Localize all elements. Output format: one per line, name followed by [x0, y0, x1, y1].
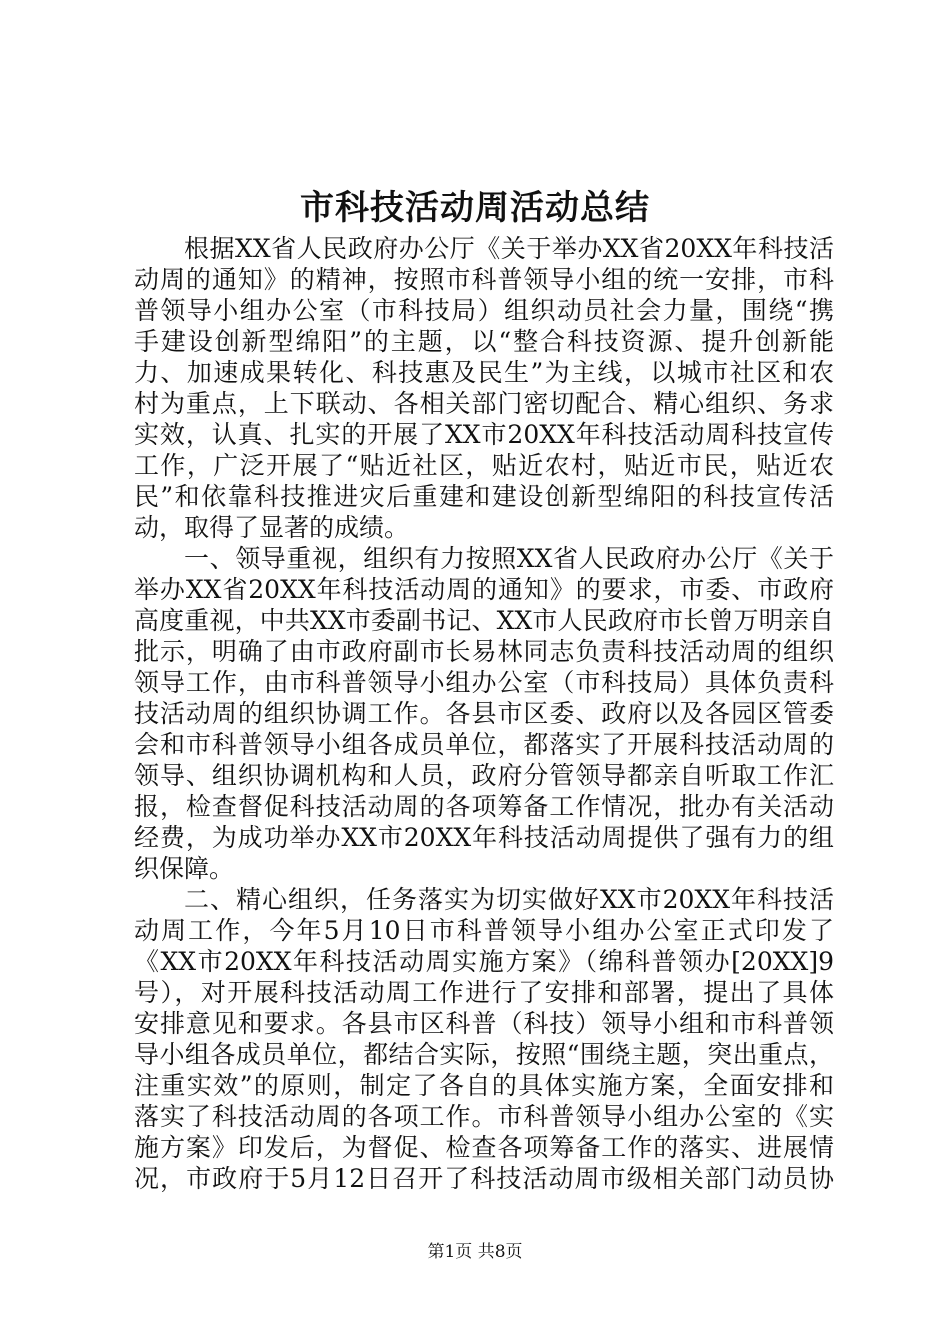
text-line: 民”和依靠科技推进灾后重建和建设创新型绵阳的科技宣传活	[134, 482, 834, 511]
text-line: 二、精心组织，任务落实为切实做好XX市20XX年科技活	[184, 885, 834, 914]
text-line: 一、领导重视，组织有力按照XX省人民政府办公厅《关于	[184, 544, 834, 573]
text-line: 领导、组织协调机构和人员，政府分管领导都亲自听取工作汇	[134, 761, 834, 790]
text-line: 经费，为成功举办XX市20XX年科技活动周提供了强有力的组	[134, 823, 834, 852]
text-line: 工作，广泛开展了“贴近社区，贴近农村，贴近市民，贴近农	[134, 451, 834, 480]
text-line: 动周工作，今年5月10日市科普领导小组办公室正式印发了	[134, 916, 834, 945]
text-line: 况，市政府于5月12日召开了科技活动周市级相关部门动员协	[134, 1164, 834, 1193]
text-line: 举办XX省20XX年科技活动周的通知》的要求，市委、市政府	[134, 575, 834, 604]
text-line: 注重实效”的原则，制定了各自的具体实施方案，全面安排和	[134, 1071, 834, 1100]
text-line: 《XX市20XX年科技活动周实施方案》（绵科普领办[20XX]9	[134, 947, 834, 976]
text-line: 会和市科普领导小组各成员单位，都落实了开展科技活动周的	[134, 730, 834, 759]
text-line: 号），对开展科技活动周工作进行了安排和部署，提出了具体	[134, 978, 834, 1007]
text-line: 根据XX省人民政府办公厅《关于举办XX省20XX年科技活	[184, 234, 834, 263]
text-line: 报，检查督促科技活动周的各项筹备工作情况，批办有关活动	[134, 792, 834, 821]
text-line: 实效，认真、扎实的开展了XX市20XX年科技活动周科技宣传	[134, 420, 834, 449]
text-line: 施方案》印发后，为督促、检查各项筹备工作的落实、进展情	[134, 1133, 834, 1162]
text-line: 技活动周的组织协调工作。各县市区委、政府以及各园区管委	[134, 699, 834, 728]
text-line: 落实了科技活动周的各项工作。市科普领导小组办公室的《实	[134, 1102, 834, 1131]
text-line: 高度重视，中共XX市委副书记、XX市人民政府市长曾万明亲自	[134, 606, 834, 635]
text-line: 领导工作，由市科普领导小组办公室（市科技局）具体负责科	[134, 668, 834, 697]
text-line: 普领导小组办公室（市科技局）组织动员社会力量，围绕“携	[134, 296, 834, 325]
page-number-footer: 第1页 共8页	[427, 1242, 523, 1262]
text-line: 动周的通知》的精神，按照市科普领导小组的统一安排，市科	[134, 265, 834, 294]
text-line: 力、加速成果转化、科技惠及民生”为主线，以城市社区和农	[134, 358, 834, 387]
text-line: 动，取得了显著的成绩。	[134, 513, 410, 542]
text-line: 批示，明确了由市政府副市长易林同志负责科技活动周的组织	[134, 637, 834, 666]
text-line: 村为重点，上下联动、各相关部门密切配合、精心组织、务求	[134, 389, 834, 418]
document-body	[134, 233, 834, 1194]
document-title: 市科技活动周活动总结	[300, 188, 650, 228]
text-line: 导小组各成员单位，都结合实际，按照“围绕主题，突出重点，	[134, 1040, 834, 1069]
text-line: 手建设创新型绵阳”的主题，以“整合科技资源、提升创新能	[134, 327, 834, 356]
text-line: 安排意见和要求。各县市区科普（科技）领导小组和市科普领	[134, 1009, 834, 1038]
text-line: 织保障。	[134, 854, 235, 883]
